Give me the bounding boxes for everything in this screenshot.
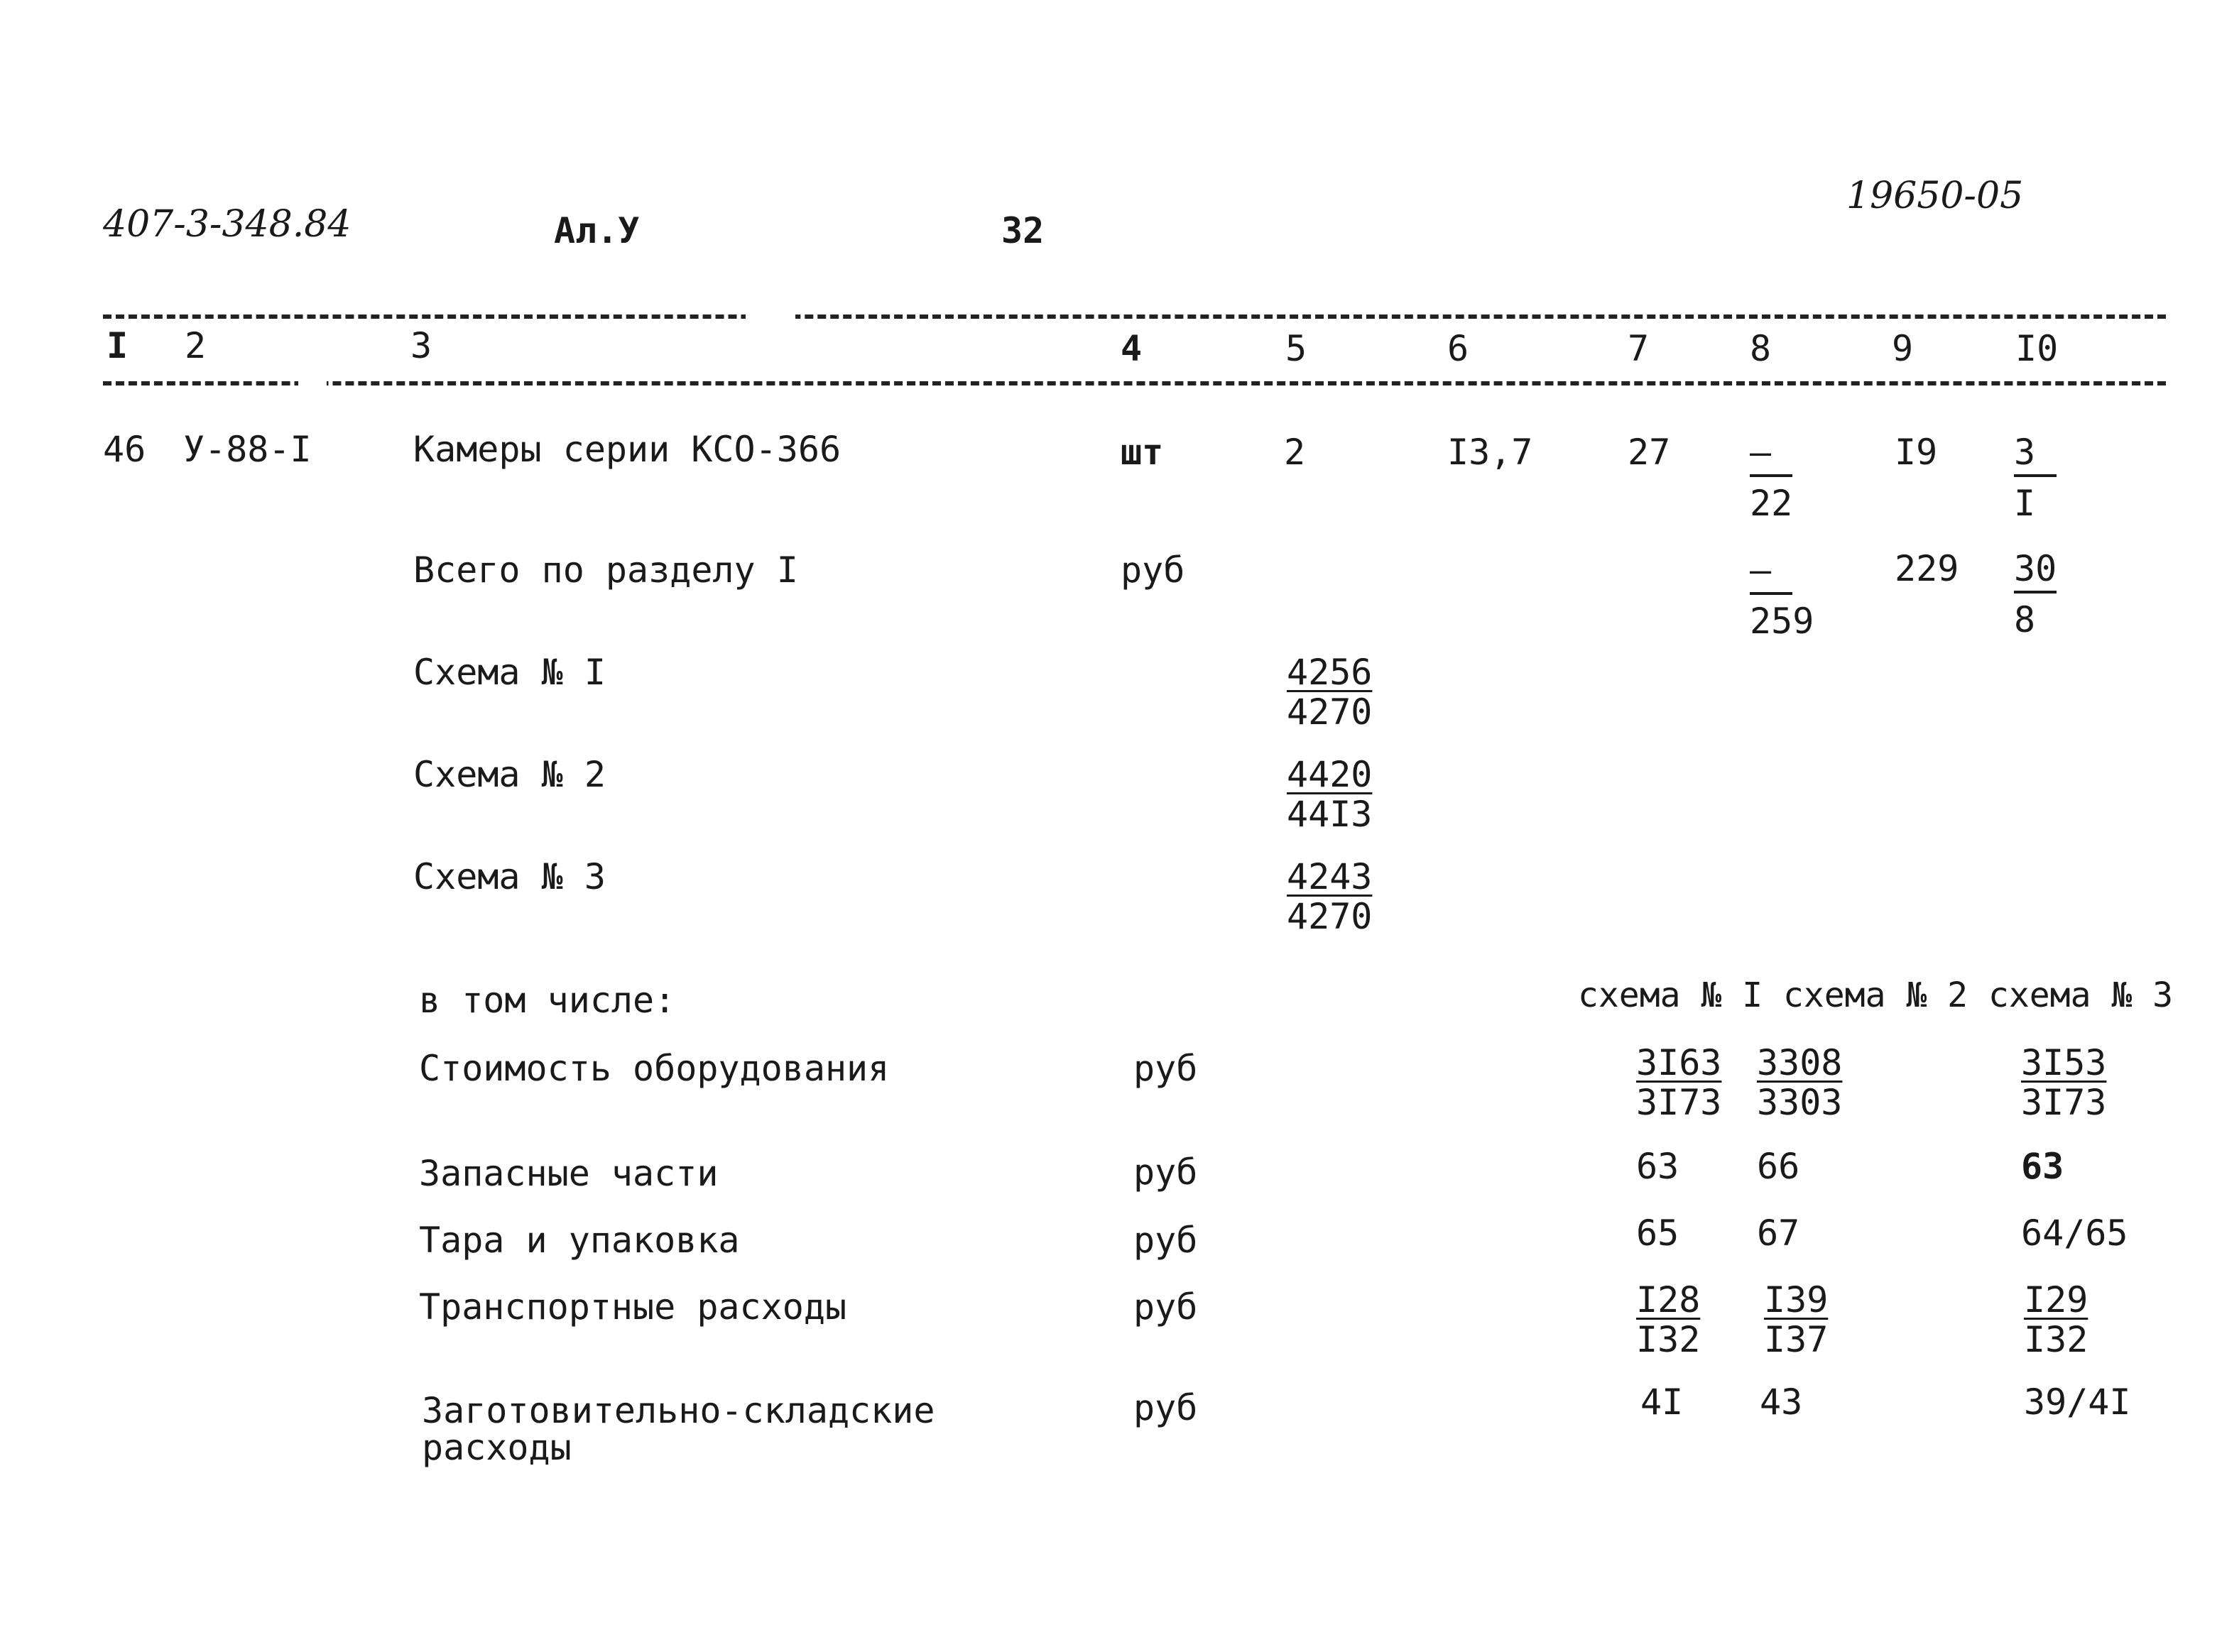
col-header-6: 6 (1447, 328, 1469, 369)
packaging-s2: 67 (1757, 1213, 1800, 1254)
item-col8-fraction (1750, 432, 1793, 524)
fraction-bottom: I37 (1764, 1319, 1829, 1360)
item-col9: I9 (1895, 432, 1938, 473)
fraction-bottom: I32 (1636, 1319, 1701, 1360)
item-number: 46 (103, 429, 146, 470)
transport-label: Транспортные расходы (419, 1286, 847, 1328)
total-unit: руб (1121, 549, 1185, 591)
fraction-top: 4243 (1287, 856, 1373, 897)
scheme-1-label: Схема № I (413, 652, 606, 693)
item-quantity: 2 (1284, 432, 1306, 473)
packaging-s1: 65 (1636, 1213, 1679, 1254)
procurement-unit: руб (1133, 1387, 1198, 1428)
fraction-bottom: 4270 (1287, 691, 1373, 733)
procurement-s2: 43 (1760, 1382, 1803, 1423)
scheme-2-label: Схема № 2 (413, 754, 606, 795)
equipment-cost-s3 (2021, 1042, 2107, 1123)
fraction-bottom: 44I3 (1287, 794, 1373, 835)
col-header-8: 8 (1750, 328, 1772, 369)
col-header-5: 5 (1285, 328, 1307, 369)
col-header-3: 3 (410, 325, 432, 366)
equipment-cost-label: Стоимость оборудования (419, 1048, 890, 1089)
fraction-top: – (1750, 552, 1792, 595)
fraction-bottom: 4270 (1287, 896, 1373, 937)
header-top-rule (103, 314, 2166, 319)
fraction-bottom: I32 (2024, 1319, 2088, 1360)
equipment-cost-unit: руб (1133, 1048, 1198, 1089)
packaging-s3: 64/65 (2021, 1213, 2128, 1254)
procurement-s3: 39/4I (2024, 1382, 2131, 1423)
equipment-cost-s1 (1636, 1042, 1722, 1123)
transport-unit: руб (1133, 1286, 1198, 1328)
fraction-bottom: 8 (2014, 599, 2036, 640)
fraction-top: 3308 (1757, 1042, 1843, 1083)
fraction-bottom: 3I73 (1636, 1082, 1722, 1123)
fraction-bottom: I (2014, 483, 2036, 524)
scheme-2-fraction (1287, 754, 1373, 835)
fraction-top: I29 (2024, 1279, 2088, 1320)
fraction-bottom: 22 (1750, 483, 1793, 524)
col-header-2: 2 (185, 325, 207, 366)
fraction-top: 3I63 (1636, 1042, 1722, 1083)
equipment-cost-s2 (1757, 1042, 1843, 1123)
scheme-1-fraction (1287, 652, 1373, 733)
col-header-4: 4 (1121, 328, 1143, 369)
total-col10-fraction (2014, 548, 2057, 640)
breakdown-heading: в том числе: (419, 980, 676, 1021)
procurement-s1: 4I (1640, 1382, 1684, 1423)
item-col10-fraction (2014, 432, 2057, 524)
stamp-number: 19650-05 (1846, 175, 2024, 217)
item-code: У-88-I (183, 429, 312, 470)
rule-gap (298, 378, 327, 388)
scheme-3-label: Схема № 3 (413, 856, 606, 897)
fraction-top: 30 (2014, 551, 2057, 593)
col-header-10: I0 (2015, 328, 2059, 369)
col-header-1: I (107, 325, 129, 366)
fraction-top: 3 (2014, 434, 2057, 477)
total-label: Всего по разделу I (413, 549, 798, 591)
header-bottom-rule (103, 381, 2166, 385)
spare-parts-s1: 63 (1636, 1146, 1679, 1187)
total-col8-fraction (1750, 549, 1814, 642)
col-header-7: 7 (1628, 328, 1650, 369)
packaging-label: Тара и упаковка (419, 1220, 740, 1261)
scheme-column-headers: схема № I схема № 2 схема № 3 (1578, 975, 2174, 1015)
item-name: Камеры серии КСО-366 (413, 429, 842, 470)
item-unit: шт (1121, 432, 1164, 473)
total-col9: 229 (1895, 548, 1959, 589)
fraction-top: – (1750, 434, 1792, 477)
scheme-3-fraction (1287, 856, 1373, 937)
fraction-bottom: 3I73 (2021, 1082, 2107, 1123)
rule-gap (746, 311, 795, 321)
page-number: 32 (1001, 210, 1045, 251)
col-header-9: 9 (1892, 328, 1914, 369)
fraction-top: 3I53 (2021, 1042, 2107, 1083)
album-label: Ал.У (554, 210, 640, 251)
fraction-top: 4256 (1287, 652, 1373, 693)
procurement-label-line2: расходы (422, 1427, 572, 1468)
procurement-label-line1: Заготовительно-складские (422, 1390, 935, 1431)
fraction-bottom: 3303 (1757, 1082, 1843, 1123)
fraction-top: I39 (1764, 1279, 1829, 1320)
spare-parts-s2: 66 (1757, 1146, 1800, 1187)
transport-s1 (1636, 1279, 1701, 1360)
spare-parts-label: Запасные части (419, 1153, 719, 1194)
fraction-bottom: 259 (1750, 601, 1814, 642)
transport-s2 (1764, 1279, 1829, 1360)
spare-parts-s3: 63 (2021, 1146, 2064, 1187)
fraction-top: I28 (1636, 1279, 1701, 1320)
packaging-unit: руб (1133, 1220, 1198, 1261)
item-col7: 27 (1628, 432, 1671, 473)
spare-parts-unit: руб (1133, 1152, 1198, 1193)
document-code: 407-3-348.84 (103, 203, 352, 246)
item-col6: I3,7 (1447, 432, 1533, 473)
fraction-top: 4420 (1287, 754, 1373, 795)
transport-s3 (2024, 1279, 2088, 1360)
